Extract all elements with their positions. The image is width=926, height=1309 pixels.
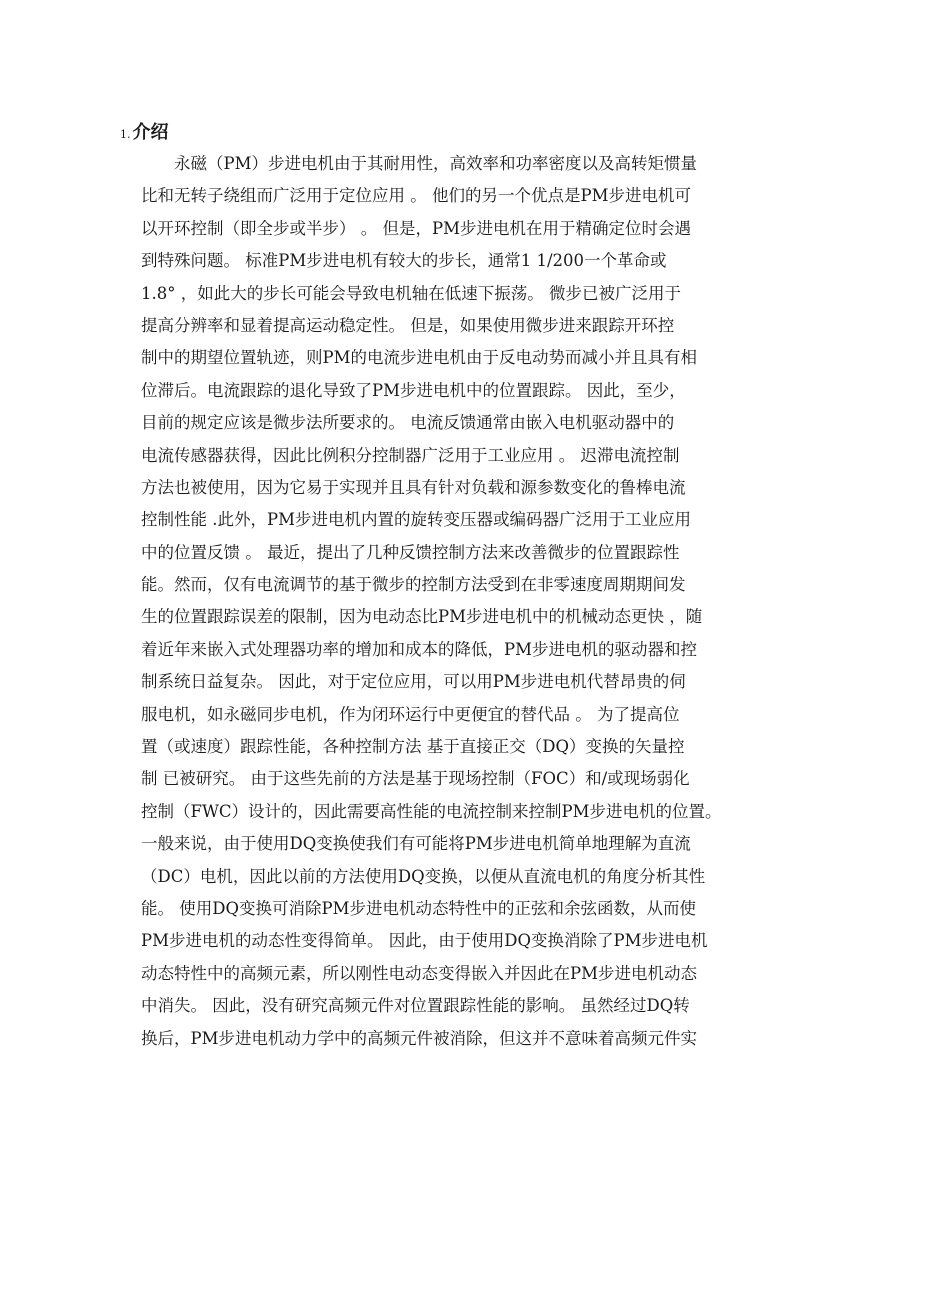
text-line: 制 已被研究。 由于这些先前的方法是基于现场控制（FOC）和/或现场弱化 [141,769,690,789]
text-line: 1.8° ，如此大的步长可能会导致电机轴在低速下振荡。 微步已被广泛用于 [141,283,681,303]
text-line: 电流传感器获得，因此比例积分控制器广泛用于工业应用 。 迟滞电流控制 [141,445,680,465]
text-line: 置（或速度）跟踪性能，各种控制方法 基于直接正交（DQ）变换的矢量控 [141,737,685,757]
text-line: 制中的期望位置轨迹，则PM的电流步进电机由于反电动势而减小并且具有相 [141,348,697,368]
text-line: 方法也被使用，因为它易于实现并且具有针对负载和源参数变化的鲁棒电流 [141,477,686,497]
text-line: 以开环控制（即全步或半步） 。 但是，PM步进电机在用于精确定位时会遇 [141,218,691,238]
section-heading [120,118,169,144]
text-line: 控制（FWC）设计的，因此需要高性能的电流控制来控制PM步进电机的位置。 [141,801,722,821]
text-line: 中的位置反馈 。 最近，提出了几种反馈控制方法来改善微步的位置跟踪性 [141,542,680,562]
text-line: 着近年来嵌入式处理器功率的增加和成本的降低，PM步进电机的驱动器和控 [141,639,697,659]
text-line: 服电机，如永磁同步电机，作为闭环运行中更便宜的替代品 。 为了提高位 [141,704,680,724]
text-line: 一般来说，由于使用DQ变换使我们有可能将PM步进电机简单地理解为直流 [141,834,691,854]
text-line: 换后，PM步进电机动力学中的高频元件被消除，但这并不意味着高频元件实 [141,1028,697,1048]
text-line: 生的位置跟踪误差的限制，因为电动态比PM步进电机中的机械动态更快 ，随 [141,607,703,627]
text-line: 制系统日益复杂。 因此，对于定位应用，可以用PM步进电机代替昂贵的伺 [141,672,686,692]
text-line: 能。 使用DQ变换可消除PM步进电机动态特性中的正弦和余弦函数，从而使 [141,898,696,918]
body-paragraph [141,148,801,1055]
section-number: 1. [120,128,131,141]
text-line: 提高分辨率和显着提高运动稳定性。 但是，如果使用微步进来跟踪开环控 [141,315,675,335]
text-line: 比和无转子绕组而广泛用于定位应用 。 他们的另一个优点是PM步进电机可 [141,186,691,206]
text-line: 目前的规定应该是微步法所要求的。 电流反馈通常由嵌入电机驱动器中的 [141,413,675,433]
text-line: 动态特性中的高频元素，所以刚性电动态变得嵌入并因此在PM步进电机动态 [141,963,697,983]
section-title: 介绍 [132,122,169,143]
text-line: （DC）电机，因此以前的方法使用DQ变换，以便从直流电机的角度分析其性 [141,866,706,886]
text-line: PM步进电机的动态性变得简单。 因此，由于使用DQ变换消除了PM步进电机 [141,931,708,951]
text-line: 中消失。 因此，没有研究高频元件对位置跟踪性能的影响。 虽然经过DQ转 [141,996,690,1016]
text-line: 到特殊问题。 标准PM步进电机有较大的步长，通常1 1/200一个革命或 [141,251,667,271]
text-line: 永磁（PM）步进电机由于其耐用性，高效率和功率密度以及高转矩惯量 [141,154,697,173]
text-line: 位滞后。电流跟踪的退化导致了PM步进电机中的位置跟踪。 因此，至少， [141,380,686,400]
text-line: 控制性能 .此外，PM步进电机内置的旋转变压器或编码器广泛用于工业应用 [141,510,691,530]
text-line: 能。然而，仅有电流调节的基于微步的控制方法受到在非零速度周期期间发 [141,575,686,595]
